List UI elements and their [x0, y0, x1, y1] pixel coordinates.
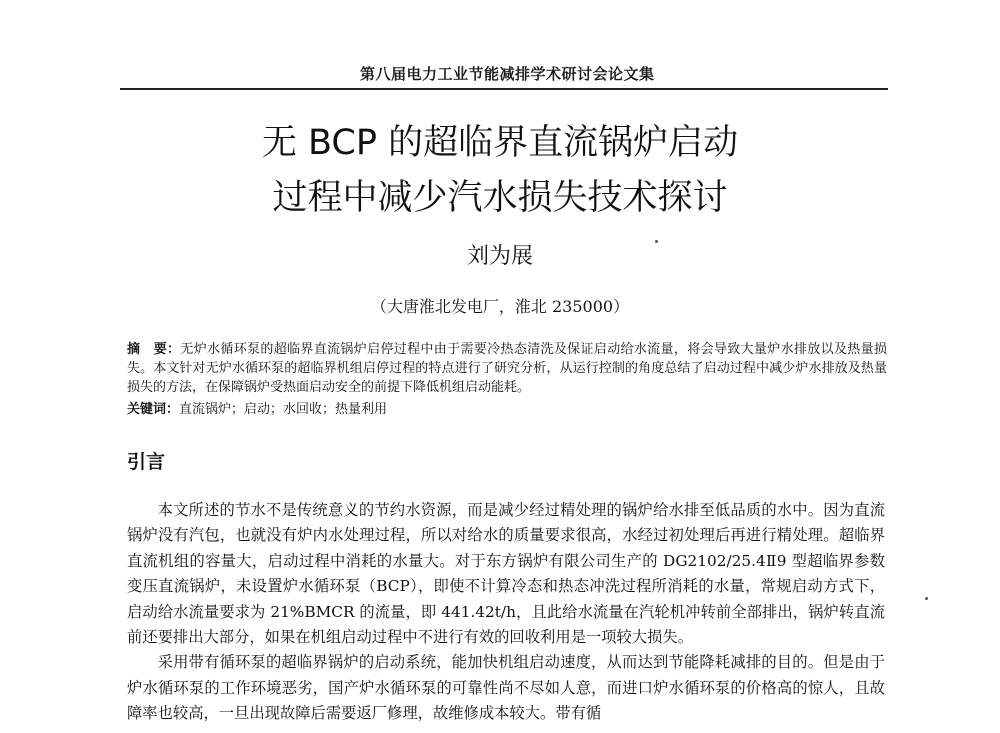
- abstract-label: 摘 要：: [127, 342, 181, 357]
- abstract: [127, 340, 887, 397]
- body-paragraph-2: 采用带有循环泵的超临界锅炉的启动系统，能加快机组启动速度，从而达到节能降耗减排的目的。但是由于炉水循环泵的工作环境恶劣，国产炉水循环泵的可靠性尚不尽如人意，而进口炉水循环泵的价格高的惊人，且故障率也较高，一旦出现故障后需要返厂修理，故维修成本较大。带有循: [127, 653, 885, 723]
- running-header: 第八届电力工业节能减排学术研讨会论文集: [360, 65, 655, 83]
- keywords: [127, 400, 887, 419]
- author-affiliation: （大唐淮北发电厂，淮北 235000）: [370, 297, 630, 316]
- keywords-text: 直流锅炉；启动；水回收；热量利用: [179, 402, 388, 417]
- abstract-text: 无炉水循环泵的超临界直流锅炉启停过程中由于需要冷热态清洗及保证启动给水流量，将会导致大量炉水排放以及热量损失。本文针对无炉水循环泵的超临界机组启停过程的特点进行了研究分析，从运行控制的角度总结了启动过程中减少炉水排放及热量损失的方法，在保障锅炉受热面启动安全的前提下降低机组启动能耗。: [127, 342, 887, 395]
- scan-speck: [655, 240, 658, 243]
- body-text: [127, 498, 885, 727]
- section-heading-introduction: 引言: [127, 451, 166, 473]
- keywords-label: 关键词：: [127, 402, 180, 417]
- scan-speck: [925, 597, 928, 600]
- paper-title-line-1: 无 BCP 的超临界直流锅炉启动: [261, 123, 739, 163]
- author-name: 刘为展: [466, 244, 533, 269]
- body-paragraph-1: 本文所述的节水不是传统意义的节约水资源，而是减少经过精处理的锅炉给水排至低品质的水中。因为直流锅炉没有汽包，也就没有炉内水处理过程，所以对给水的质量要求很高，水经过初处理后再进行精处理。超临界直流机组的容量大，启动过程中消耗的水量大。对于东方锅炉有限公司生产的 DG2102/25.4Ⅱ9 型超临界参数变压直流锅炉，未设置炉水循环泵（BCP），即使不计算冷态和热态冲洗过程所消耗的水量，常规启动方式下，启动给水流量要求为 21%BMCR 的流量，即 441.42t/h，且此给水流量在汽轮机冲转前全部排出，锅炉转直流前还要排出大部分，如果在机组启动过程中不进行有效的回收利用是一项较大损失。: [127, 501, 885, 647]
- header-rule: [120, 88, 888, 90]
- paper-title-line-2: 过程中减少汽水损失技术探讨: [272, 178, 728, 218]
